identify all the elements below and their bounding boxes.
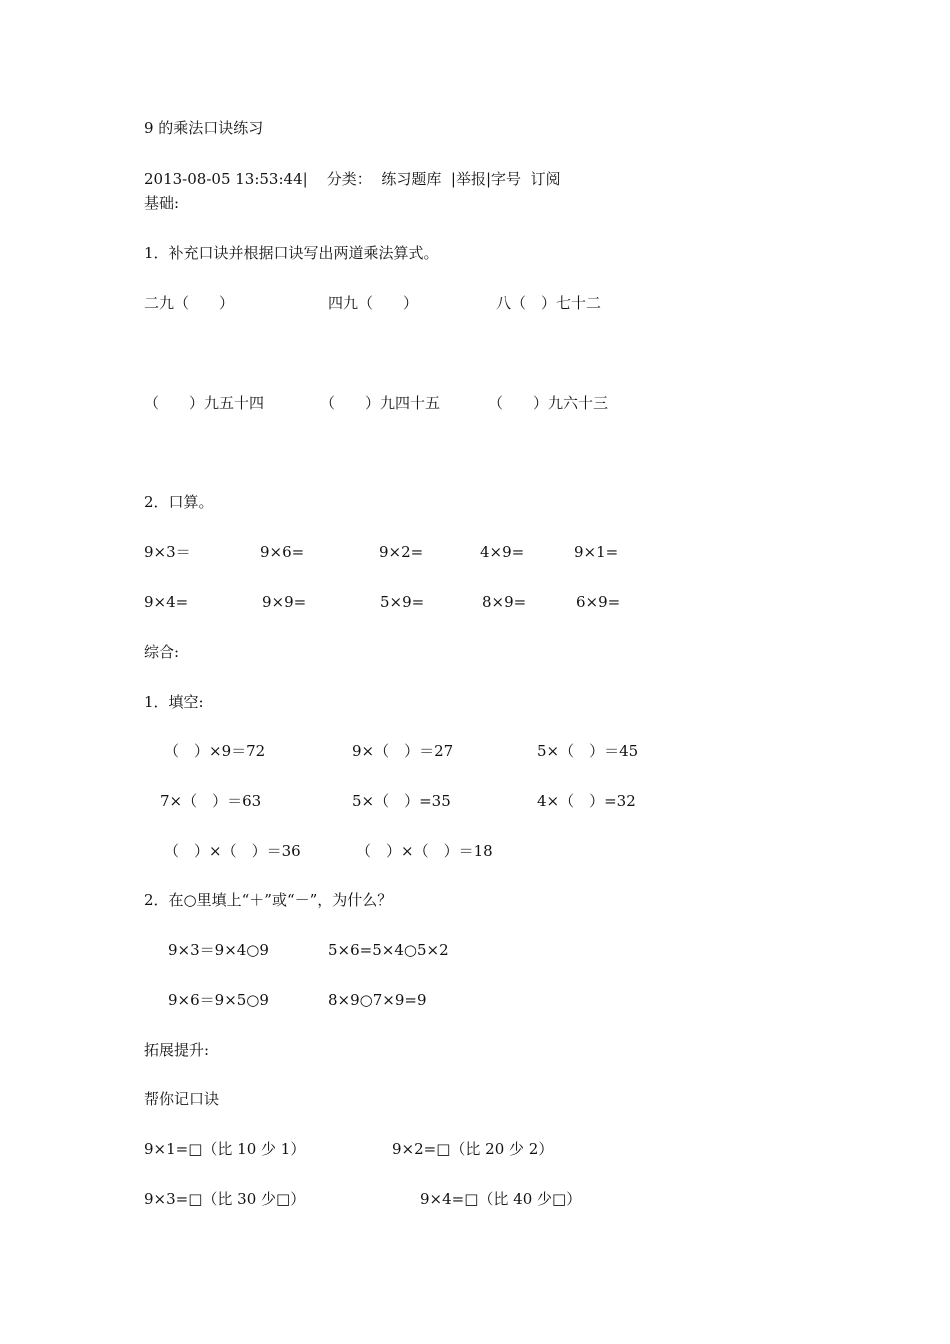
meta-line [144, 169, 561, 189]
basic-q2-r1-c4: 4×9= [480, 543, 525, 561]
comp-q1-r2-c1: 7×（ ）＝63 [160, 792, 262, 810]
basic-q2-prompt: 2．口算。 [144, 493, 214, 511]
meta-category-link[interactable]: 练习题库 [381, 170, 442, 188]
basic-q2-r1-c5: 9×1= [574, 543, 619, 561]
basic-q1-r1-c3: 八（ ）七十二 [496, 294, 602, 312]
basic-q2-r2-c1: 9×4= [144, 593, 189, 611]
comp-q1-r3-c1: （ ）×（ ）＝36 [164, 842, 301, 860]
meta-font-size-link[interactable]: 字号 [491, 170, 522, 188]
ext-r1-c1: 9×1=□（比 10 少 1） [144, 1140, 306, 1158]
comp-q2-r1-c2: 5×6=5×4○5×2 [328, 941, 449, 959]
basic-q2-r1-c3: 9×2= [379, 543, 424, 561]
comp-q1-r2-c3: 4×（ ）=32 [537, 792, 636, 810]
comp-q2-r1-c1: 9×3＝9×4○9 [168, 941, 269, 959]
meta-subscribe-link[interactable]: 订阅 [530, 170, 561, 188]
basic-q1-r2-c3: （ ）九六十三 [488, 394, 609, 412]
basic-q2-r1-c2: 9×6= [260, 543, 305, 561]
comp-q1-prompt: 1．填空: [144, 693, 204, 711]
basic-q2-r2-c3: 5×9= [380, 593, 425, 611]
meta-datetime: 2013-08-05 13:53:44| [144, 170, 308, 188]
comp-q1-r3-c2: （ ）×（ ）＝18 [356, 842, 493, 860]
basic-q1-r1-c2: 四九（ ） [328, 294, 419, 312]
meta-category-label: 分类： [326, 170, 372, 188]
basic-q2-r2-c5: 6×9= [576, 593, 621, 611]
section-heading-comprehensive: 综合: [144, 643, 180, 661]
section-heading-extension: 拓展提升: [144, 1041, 210, 1059]
basic-q1-r2-c1: （ ）九五十四 [144, 394, 265, 412]
extension-subheading: 帮你记口诀 [144, 1090, 220, 1108]
ext-r1-c2: 9×2=□（比 20 少 2） [392, 1140, 554, 1158]
comp-q2-prompt: 2．在○里填上“＋”或“－”，为什么？ [144, 891, 393, 909]
section-heading-basic: 基础: [144, 194, 180, 212]
basic-q2-r1-c1: 9×3＝ [144, 543, 191, 561]
comp-q1-r1-c3: 5×（ ）＝45 [537, 742, 639, 760]
comp-q2-r2-c1: 9×6＝9×5○9 [168, 991, 269, 1009]
page-title: 9 的乘法口诀练习 [144, 119, 264, 137]
comp-q2-r2-c2: 8×9○7×9=9 [328, 991, 427, 1009]
comp-q1-r1-c1: （ ）×9＝72 [164, 742, 266, 760]
ext-r2-c2: 9×4=□（比 40 少□） [420, 1190, 582, 1208]
basic-q1-prompt: 1．补充口诀并根据口诀写出两道乘法算式。 [144, 244, 439, 262]
basic-q2-r2-c4: 8×9= [482, 593, 527, 611]
basic-q1-r2-c2: （ ）九四十五 [320, 394, 441, 412]
comp-q1-r1-c2: 9×（ ）＝27 [352, 742, 454, 760]
ext-r2-c1: 9×3=□（比 30 少□） [144, 1190, 306, 1208]
basic-q2-r2-c2: 9×9= [262, 593, 307, 611]
meta-report-link[interactable]: |举报| [450, 170, 491, 188]
basic-q1-r1-c1: 二九（ ） [144, 294, 235, 312]
comp-q1-r2-c2: 5×（ ）=35 [352, 792, 451, 810]
